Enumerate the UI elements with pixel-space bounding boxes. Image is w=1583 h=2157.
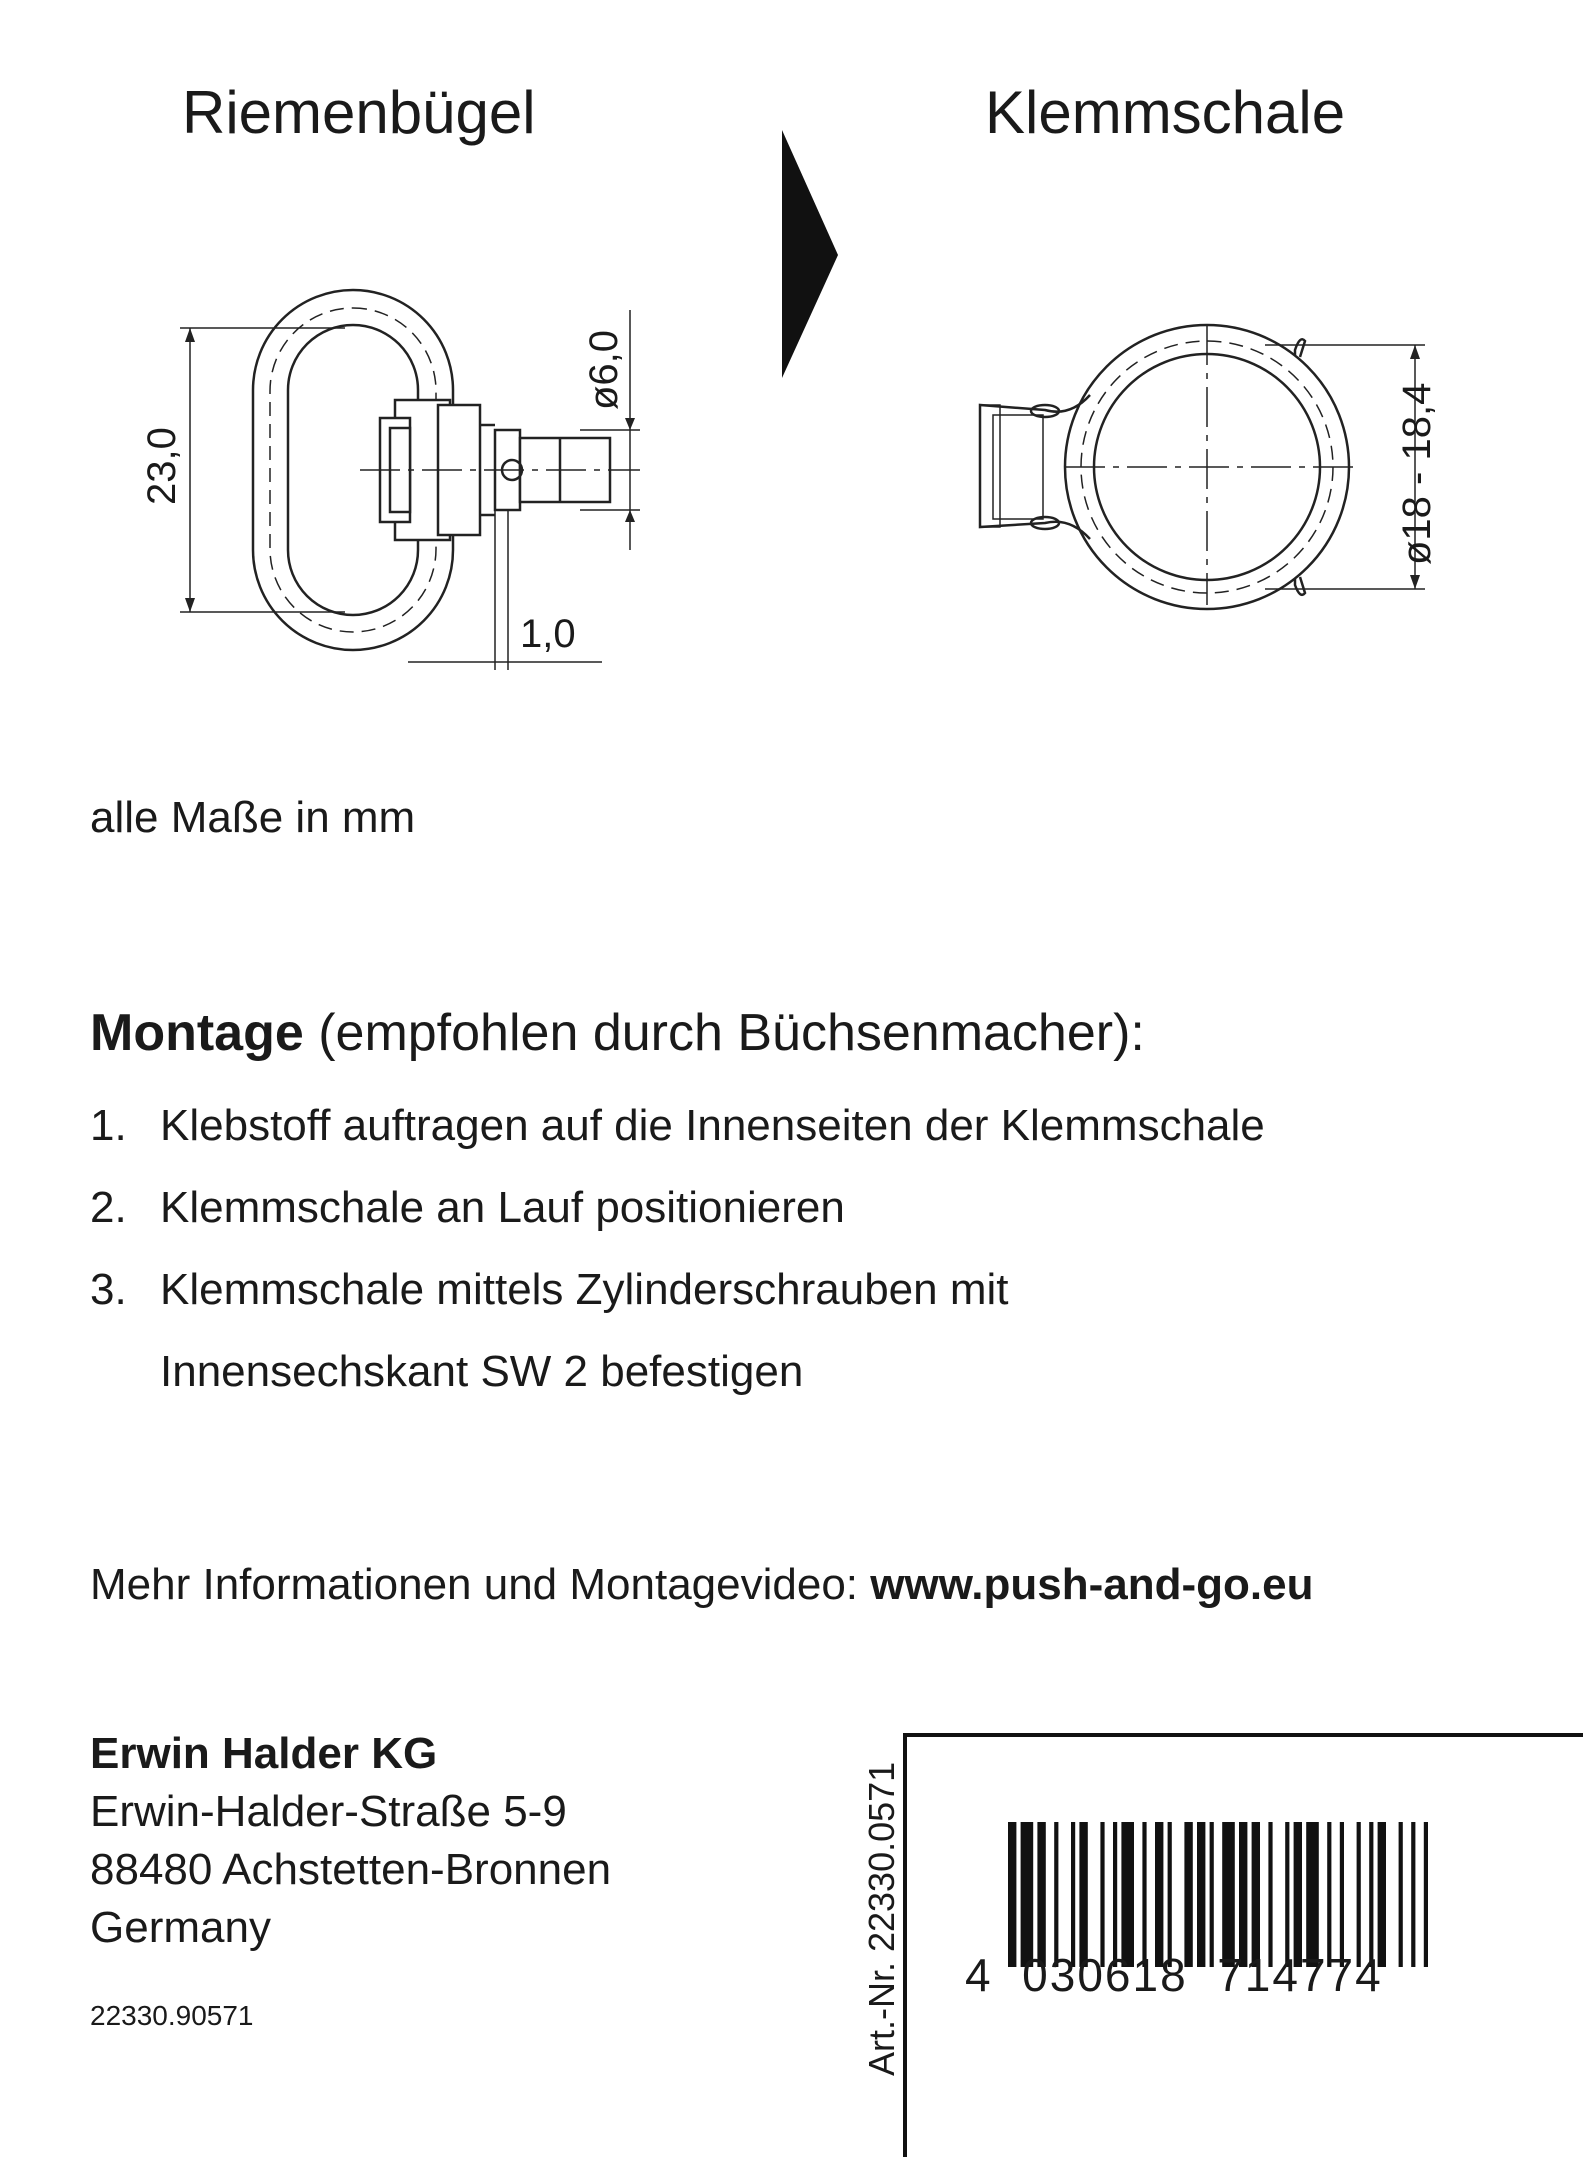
website-link[interactable]: www.push-and-go.eu: [870, 1560, 1314, 1609]
gap-dimension-label: 1,0: [520, 612, 576, 656]
barcode-right-group: 714774: [1217, 1949, 1383, 2001]
document-code: 22330.90571: [90, 2000, 254, 2031]
list-item: [90, 1167, 1265, 1249]
step-number: 3.: [90, 1265, 127, 1314]
barcode-digits: [965, 1948, 1383, 2002]
klemmschale-title: Klemmschale: [985, 79, 1346, 146]
step-text: Klemmschale an Lauf positionieren: [160, 1183, 845, 1232]
step-number: 2.: [90, 1183, 127, 1232]
more-info: [90, 1560, 1313, 1610]
step-text: Innensechskant SW 2 befestigen: [160, 1347, 804, 1396]
article-number: Art.-Nr. 22330.0571: [861, 1761, 902, 2076]
company-city: 88480 Achstetten-Bronnen: [90, 1845, 612, 1894]
montage-steps: [90, 1085, 1265, 1413]
klemmschale-drawing: [975, 305, 1455, 625]
montage-heading: [90, 1003, 1145, 1063]
company-name: Erwin Halder KG: [90, 1729, 438, 1778]
height-dimension-label: 23,0: [140, 427, 184, 505]
company-street: Erwin-Halder-Straße 5-9: [90, 1787, 567, 1836]
pin-diameter-label: ø6,0: [582, 329, 626, 410]
shell-diameter-label: ø18 - 18,4: [1395, 382, 1439, 565]
barcode-icon: [1008, 1822, 1488, 1967]
step-text: Klemmschale mittels Zylinderschrauben mit: [160, 1265, 1009, 1314]
barcode-left-group: 030618: [1022, 1949, 1188, 2001]
step-text: Klebstoff auftragen auf die Innenseiten der Klemmschale: [160, 1101, 1265, 1150]
list-item: [90, 1249, 1265, 1331]
more-info-text: Mehr Informationen und Montagevideo:: [90, 1560, 871, 1609]
list-item-continuation: [90, 1331, 1265, 1413]
riemenbuegel-title: Riemenbügel: [182, 79, 536, 146]
company-country: Germany: [90, 1903, 271, 1952]
montage-heading-rest: (empfohlen durch Büchsenmacher):: [303, 1004, 1145, 1062]
step-number: 1.: [90, 1101, 127, 1150]
barcode-first-digit: 4: [965, 1949, 993, 2001]
right-triangle-icon: [780, 130, 840, 380]
montage-heading-bold: Montage: [90, 1004, 304, 1062]
units-note: alle Maße in mm: [90, 793, 416, 842]
list-item: [90, 1085, 1265, 1167]
company-address: [90, 1725, 611, 1957]
